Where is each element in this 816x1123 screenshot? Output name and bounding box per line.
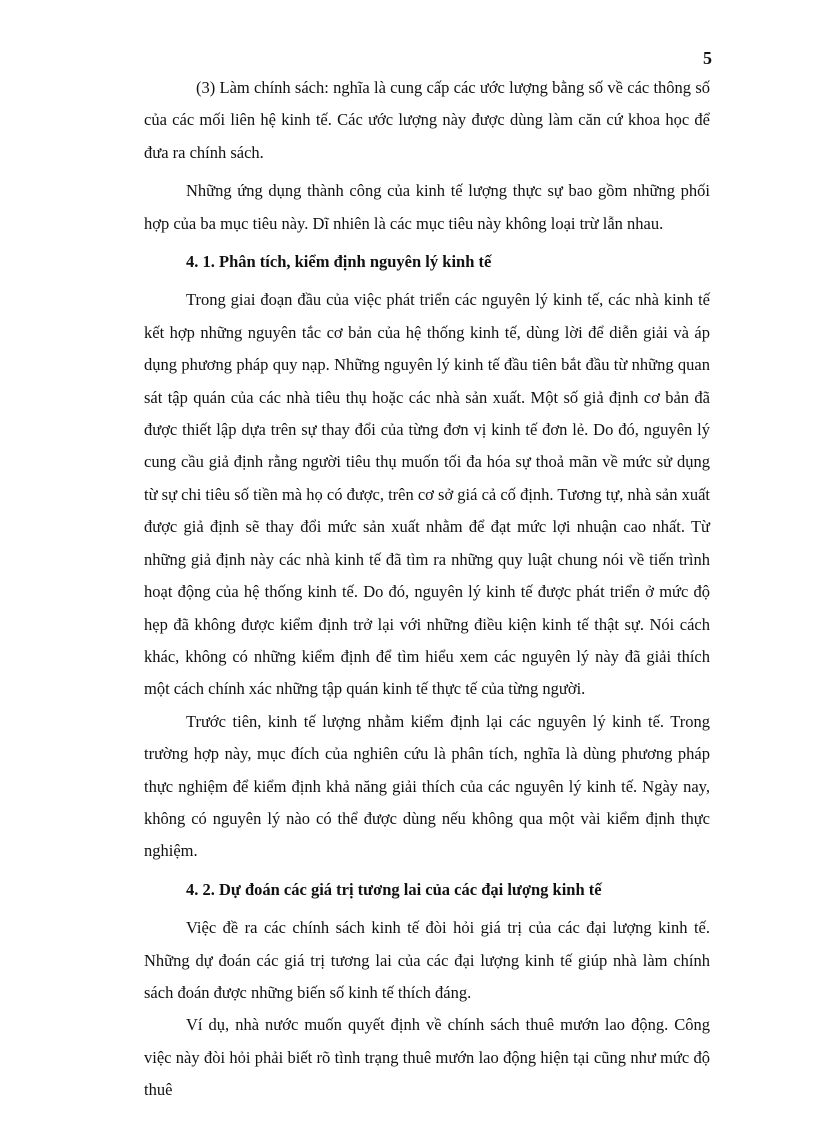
paragraph-labor-example: Ví dụ, nhà nước muốn quyết định về chính sách thuê mướn lao động. Công việc này đòi hỏi phải biết rõ tình trạng thuê mướn lao động hiện tại cũng như mức độ thuê: [144, 1015, 710, 1100]
paragraph-policy: (3) Làm chính sách: nghĩa là cung cấp các ước lượng bằng số về các thông số của các mối liên hệ kinh tế. Các ước lượng này được dùng làm căn cứ khoa học để đưa ra chính sách.: [144, 78, 710, 162]
paragraph-testing-principles: Trước tiên, kinh tế lượng nhằm kiểm định lại các nguyên lý kinh tế. Trong trường hợp này, mục đích của nghiên cứu là phân tích, nghĩa là dùng phương pháp thực nghiệm để kiểm định khả năng giải thích của các nguyên lý kinh tế. Ngày nay, không có nguyên lý nào có thể được dùng nếu không qua một vài kiểm định thực nghiệm.: [144, 711, 710, 861]
page-number: 5: [703, 48, 712, 68]
section-heading-4-2: 4. 2. Dự đoán các giá trị tương lai của các đại lượng kinh tế: [186, 879, 602, 899]
paragraph-policy-forecast: Việc đề ra các chính sách kinh tế đòi hỏi giá trị của các đại lượng kinh tế. Những dự đoán các giá trị tương lai của các đại lượng kinh tế giúp nhà làm chính sách đoán được những biến số kinh tế thích đáng.: [144, 918, 710, 1002]
paragraph-principles-history: Trong giai đoạn đầu của việc phát triển các nguyên lý kinh tế, các nhà kinh tế kết hợp những nguyên tắc cơ bản của hệ thống kinh tế, dùng lời để diễn giải và áp dụng phương pháp quy nạp. Những nguyên lý kinh tế đầu tiên bắt đầu từ những quan sát tập quán của các nhà tiêu thụ hoặc các nhà sản xuất. Một số giả định cơ bản đã được thiết lập dựa trên sự thay đổi của từng đơn vị kinh tế đơn lẻ. Do đó, nguyên lý cung cầu giả định rằng người tiêu thụ muốn tối đa hóa sự thoả mãn về mức sử dụng từ sự chi tiêu số tiền mà họ có được, trên cơ sở giá cả cố định. Tương tự, nhà sản xuất được giả định sẽ thay đổi mức sản xuất nhằm để đạt mức lợi nhuận cao nhất. Từ những giả định này các nhà kinh tế đã tìm ra những quy luật chung nói về tiến trình hoạt động của hệ thống kinh tế. Do đó, nguyên lý kinh tế được phát triển ở mức độ hẹp đã không được kiểm định trở lại với những điều kiện kinh tế thật sự. Nói cách khác, không có những kiểm định để tìm hiểu xem các nguyên lý này đã giải thích một cách chính xác những tập quán kinh tế thực tế của từng người.: [144, 290, 710, 699]
section-heading-4-1: 4. 1. Phân tích, kiểm định nguyên lý kinh tế: [186, 252, 492, 272]
paragraph-combined-goals: Những ứng dụng thành công của kinh tế lượng thực sự bao gồm những phối hợp của ba mục tiêu này. Dĩ nhiên là các mục tiêu này không loại trừ lẫn nhau.: [144, 181, 710, 233]
document-body: [144, 72, 710, 1107]
